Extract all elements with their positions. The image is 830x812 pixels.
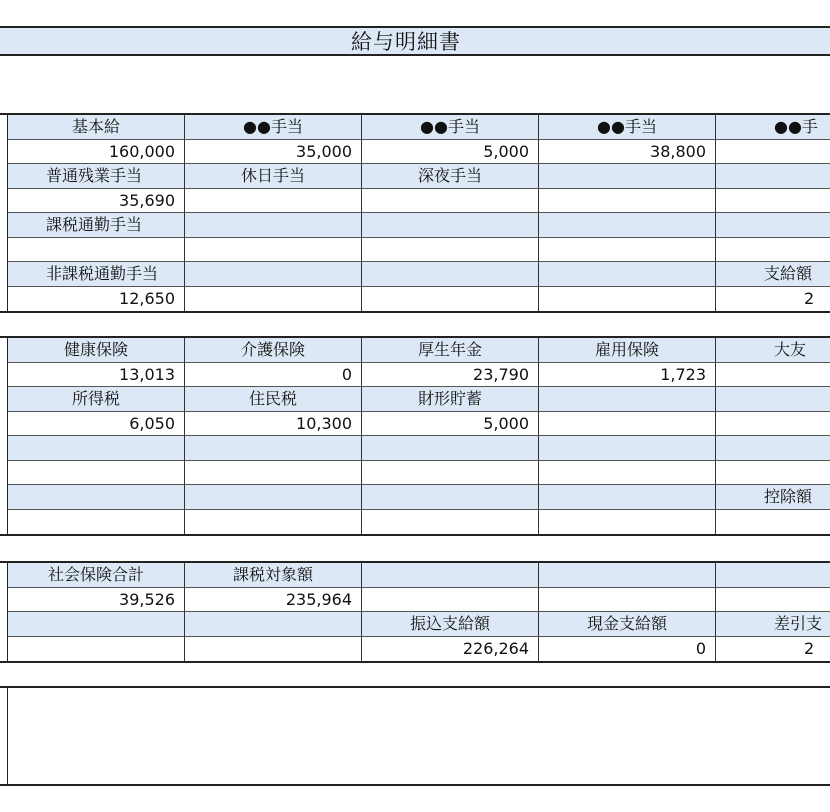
payment-value-5-4[interactable] [716,238,830,263]
payment-label-4-0: 課税通勤手当 [8,213,185,238]
deduction-value-1-2[interactable]: 23,790 [362,363,539,388]
payment-label-0-0: 基本給 [8,115,185,140]
deduction-label-2-3 [539,387,716,412]
payment-value-3-2[interactable] [362,189,539,214]
total-label-2-3: 現金支給額 [539,612,716,637]
total-value-1-2[interactable] [362,588,539,613]
deduction-value-3-2[interactable]: 5,000 [362,412,539,437]
total-value-3-3[interactable]: 0 [539,637,716,662]
deduction-value-1-3[interactable]: 1,723 [539,363,716,388]
payment-value-3-1[interactable] [185,189,362,214]
deduction-label-4-0 [8,436,185,461]
deduction-label-2-2: 財形貯蓄 [362,387,539,412]
deduction-label-4-3 [539,436,716,461]
deduction-value-5-3[interactable] [539,461,716,486]
remarks-side-rail [0,688,8,784]
payment-value-5-2[interactable] [362,238,539,263]
deduction-label-4-2 [362,436,539,461]
deduction-label-2-4 [716,387,830,412]
total-label-0-3 [539,563,716,588]
payment-label-6-4: 支給額 [716,262,830,287]
total-value-3-1[interactable] [185,637,362,662]
payment-label-2-4 [716,164,830,189]
totals-table [0,561,830,663]
payment-label-0-2: ●●手当 [362,115,539,140]
payment-value-7-1[interactable] [185,287,362,312]
payment-label-6-0: 非課税通勤手当 [8,262,185,287]
deduction-label-4-1 [185,436,362,461]
deduction-value-1-1[interactable]: 0 [185,363,362,388]
payment-value-1-3[interactable]: 38,800 [539,140,716,165]
deduction-value-7-3[interactable] [539,510,716,535]
deduction-label-6-1 [185,485,362,510]
payment-label-2-2: 深夜手当 [362,164,539,189]
deduction-value-7-1[interactable] [185,510,362,535]
payments-table [0,113,830,313]
payment-label-0-3: ●●手当 [539,115,716,140]
deduction-label-6-2 [362,485,539,510]
payment-value-1-0[interactable]: 160,000 [8,140,185,165]
deduction-label-2-0: 所得税 [8,387,185,412]
deduction-value-5-4[interactable] [716,461,830,486]
payment-label-2-0: 普通残業手当 [8,164,185,189]
payment-label-6-1 [185,262,362,287]
deduction-value-5-0[interactable] [8,461,185,486]
payment-label-6-3 [539,262,716,287]
total-side-rail [0,563,8,661]
total-label-2-4: 差引支 [716,612,830,637]
total-label-0-4 [716,563,830,588]
total-label-2-2: 振込支給額 [362,612,539,637]
payment-value-1-1[interactable]: 35,000 [185,140,362,165]
deduction-value-3-0[interactable]: 6,050 [8,412,185,437]
deduction-value-3-3[interactable] [539,412,716,437]
deduction-value-1-4[interactable] [716,363,830,388]
deduction-label-0-0: 健康保険 [8,338,185,363]
payment-value-5-3[interactable] [539,238,716,263]
deduction-value-7-0[interactable] [8,510,185,535]
payment-label-4-4 [716,213,830,238]
deduction-value-5-2[interactable] [362,461,539,486]
total-value-3-0[interactable] [8,637,185,662]
payment-value-1-2[interactable]: 5,000 [362,140,539,165]
deduction-label-2-1: 住民税 [185,387,362,412]
payment-value-3-4[interactable] [716,189,830,214]
deduction-label-0-4: 大友 [716,338,830,363]
total-value-3-2[interactable]: 226,264 [362,637,539,662]
payment-label-4-2 [362,213,539,238]
deduction-value-1-0[interactable]: 13,013 [8,363,185,388]
total-value-1-3[interactable] [539,588,716,613]
deduction-side-rail [0,338,8,534]
payment-label-4-3 [539,213,716,238]
total-label-0-0: 社会保険合計 [8,563,185,588]
remarks-box [0,686,830,786]
payment-value-3-3[interactable] [539,189,716,214]
payment-label-4-1 [185,213,362,238]
total-label-2-1 [185,612,362,637]
deductions-table [0,336,830,536]
payment-value-3-0[interactable]: 35,690 [8,189,185,214]
total-label-0-1: 課税対象額 [185,563,362,588]
deduction-value-5-1[interactable] [185,461,362,486]
payment-value-5-0[interactable] [8,238,185,263]
deduction-label-0-2: 厚生年金 [362,338,539,363]
deduction-label-6-0 [8,485,185,510]
payment-value-1-4[interactable] [716,140,830,165]
payment-label-0-4: ●●手 [716,115,830,140]
payment-value-5-1[interactable] [185,238,362,263]
deduction-value-3-1[interactable]: 10,300 [185,412,362,437]
page-title: 給与明細書 [351,30,461,54]
total-label-0-2 [362,563,539,588]
deduction-label-0-3: 雇用保険 [539,338,716,363]
payment-label-0-1: ●●手当 [185,115,362,140]
deduction-label-4-4 [716,436,830,461]
total-value-1-1[interactable]: 235,964 [185,588,362,613]
deduction-label-6-3 [539,485,716,510]
payment-value-7-3[interactable] [539,287,716,312]
deduction-label-0-1: 介護保険 [185,338,362,363]
payment-value-7-2[interactable] [362,287,539,312]
total-value-3-4[interactable]: 2 [716,637,830,662]
total-label-2-0 [8,612,185,637]
payment-value-7-4[interactable]: 2 [716,287,830,312]
deduction-value-7-4[interactable] [716,510,830,535]
payment-label-2-1: 休日手当 [185,164,362,189]
total-value-1-4[interactable] [716,588,830,613]
deduction-value-7-2[interactable] [362,510,539,535]
deduction-value-3-4[interactable] [716,412,830,437]
deduction-label-6-4: 控除額 [716,485,830,510]
total-value-1-0[interactable]: 39,526 [8,588,185,613]
payment-side-rail [0,115,8,311]
payment-label-6-2 [362,262,539,287]
title-bar [0,26,830,56]
payment-label-2-3 [539,164,716,189]
payment-value-7-0[interactable]: 12,650 [8,287,185,312]
